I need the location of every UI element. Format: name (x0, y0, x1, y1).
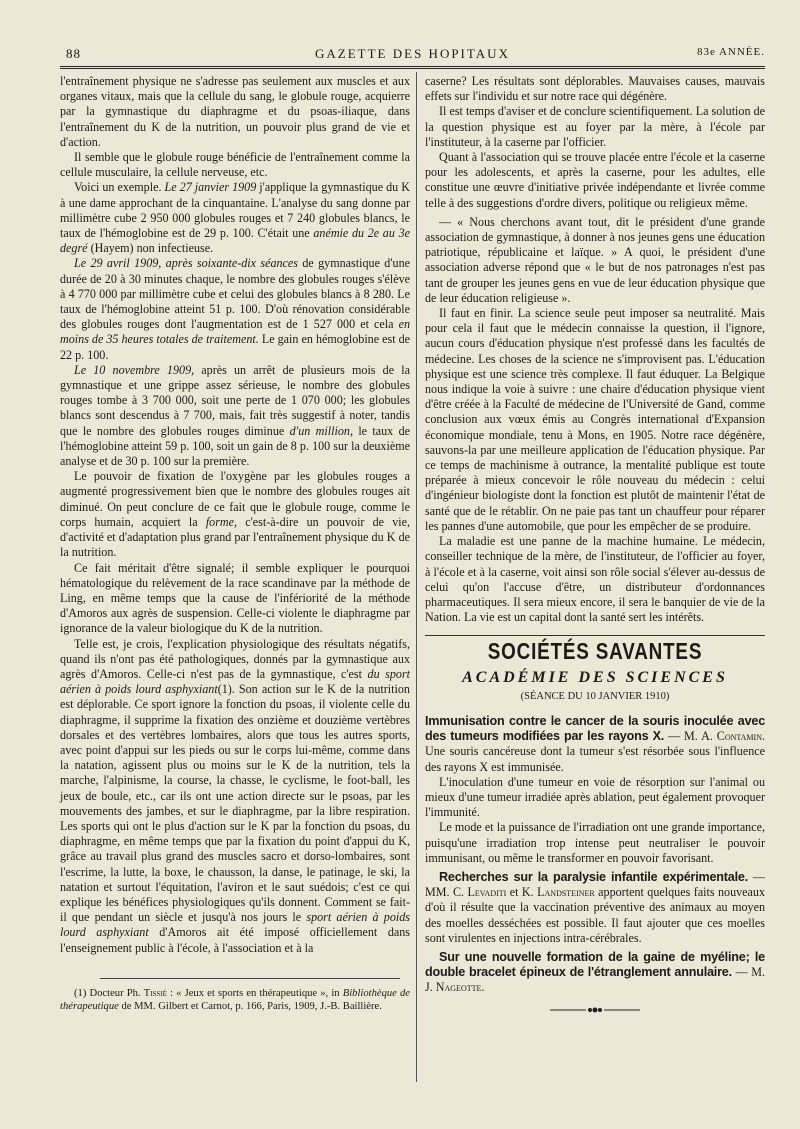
paragraph: caserne? Les résultats sont déplorables. Mauvaises causes, mauvais effets sur l'individu et sur notre race qui dégénère. (425, 74, 765, 104)
section-rule (425, 635, 765, 636)
text-run: (1). Son action sur le K de la nutrition est déplorable. Ce sport ignore la fonction du psoas, il violente celle du diaphragme, il supprime la fixation des onzième et douzième vertèbres dorsales et des vertèbres lombaires, alors que tous les autres sports, avec point d'appui sur les pieds ou sur le corps lui-même, comme dans la natation, agissent plus ou moins sur le K de la nutrition, tels la marche, l'alpinisme, la course, la chasse, le cyclisme, le foot-ball, les jeux de boule, etc., car ils ont une action directe sur le psoas, par les mouvements des jambes, et sur le diaphragme, par la libre respiration. Les sports qui ont le plus d'action sur le K par la fonction du psoas, du diaphragme, en même temps que par la fixation du point d'appui du K, grâce au travail plus grand des muscles sacro et dorso-lombaires, sont l'escrime, la lutte, la boxe, le chausson, la danse, le patinage, le ski, la natation et surtout l'équitation, l'aviron et le saut suédois; c'est ce qui explique les bénéfices physiologiques qu'ils donnent. Comment se fait-il que pendant un siècle et jusqu'à nos jours le (60, 682, 410, 925)
paragraph (60, 180, 410, 256)
text-run: (1) Docteur Ph. (74, 987, 144, 999)
text-run: — M. J. (425, 965, 765, 995)
text-run: (Hayem) non infectieuse. (87, 241, 214, 256)
author-name: Contamin. (716, 729, 765, 744)
section-title: SOCIÉTÉS SAVANTES (487, 638, 703, 665)
left-column (60, 74, 410, 1014)
page-number: 88 (66, 46, 81, 61)
article-heading: Recherches sur la paralysie infantile expérimentale. (439, 869, 749, 884)
ornament-rule-icon (550, 1006, 640, 1014)
paragraph: l'entraînement physique ne s'adresse pas seulement aux muscles et aux organes vitaux, mais que la cellule du sang, le globule rouge, acquierre par la gymnastique du diaphragme et du psoas-iliaque, dans l'entraînement du K de la nutrition, un pouvoir plus grand de vie et d'action. (60, 74, 410, 149)
paragraph: Il faut en finir. La science seule peut imposer sa neutralité. Mais pour cela il faut que le médecin connaisse la question, il l'ignore, aucun cours d'éducation physique n'est professé dans les facultés de médecine. Les choses de la science ne s'improvisent pas. L'éducation physique est une science très complexe. Il faut éduquer. La Belgique nous indique la voie à suivre : une chaire d'éducation physique vient d'être créée à la Faculté de médecine de l'Université de Gand, comme conclusion aux vœux émis au Congrès international d'Expansion économique mondiale, tenu à Mons, en 1905. Notre race dégénère, sauvons-la par une meilleure application de l'éducation physique. Par ce temps de machinisme à outrance, la mentalité publique est toute préparée à mieux concevoir le rôle nouveau du médecin : celui d'ingénieur biologiste dont la fonction est plutôt de maintenir l'état de santé que de le rétablir. On ne paie pas tant un chauffeur pour réparer les pannes d'une automobile, que pour les empêcher de se produire. (425, 306, 765, 533)
text-run: de MM. Gilbert et Carnot, p. 166, Paris, 1909, J.-B. Baillière. (118, 1001, 382, 1013)
author-name: Landsteiner (537, 885, 595, 900)
text-run: apportent quelques faits nouveaux d'où il résulte que la vaccination préventive des animaux au moyen des moelles desséchées est possible. Il faut ajouter que ces moelles sont virulentes en injections intra-cérébrales. (425, 885, 766, 945)
author-name: Tissié (143, 987, 167, 999)
article (425, 870, 765, 946)
text-run: — MM. C. (425, 869, 765, 900)
paragraph (60, 256, 410, 362)
text-run: le taux de l'hémoglobine atteint 59 p. 100, soit un gain de 8 p. 100 sur la deuxième analyse et de 30 p. 100 sur la première. (60, 423, 410, 469)
header-double-rule (60, 66, 765, 69)
emphasis: sport aérien à poids lourd asphyxiant (60, 910, 410, 940)
text-run: Voici un exemple. (74, 180, 165, 195)
right-column (425, 74, 765, 1019)
text-run: Une souris cancéreuse dont la tumeur s'est résorbée sous l'influence des rayons X est immunisée. (425, 744, 765, 774)
emphasis: Le 10 novembre 1909, (74, 362, 195, 377)
emphasis: du sport aérien à poids lourd asphyxiant (60, 666, 411, 697)
paragraph: Ce fait méritait d'être signalé; il semble expliquer le pourquoi hématologique du relèvement de la race scandinave par la méthode de Ling, en même temps que la cause de l'infériorité de la méthode d'Amoros aux agrès de suspension. Celle-ci violente le diaphragme par ignorance de la valeur biologique du K de la nutrition. (60, 560, 410, 636)
text-run: de gymnastique d'une durée de 20 à 30 minutes chaque, le nombre des globules rouges s'élève à 4 770 000 par millimètre cube et celui des globules blancs à 8 280. Le taux de l'hémoglobine atteint 51 p. 100. D'où rénovation considérable des globules rouges dont l'augmentation est de 1 527 000 et cela (60, 256, 410, 332)
text-run: et K. (506, 885, 538, 900)
paragraph (60, 363, 410, 469)
emphasis: anémie du 2e au 3e degré (60, 226, 410, 256)
date-emphasis: Le 27 janvier 1909 (164, 180, 257, 195)
emphasis: d'un million, (289, 423, 353, 438)
emphasis: en moins de 35 heures totales de traitement. (60, 317, 410, 347)
article (425, 950, 765, 996)
article (425, 714, 765, 775)
subsection-title: ACADÉMIE DES SCIENCES (462, 668, 728, 686)
text-run: — M. A. (664, 729, 717, 744)
emphasis: forme, (205, 514, 238, 529)
article-heading: Sur une nouvelle formation de la gaine de myéline; le double bracelet épineux de l'étranglement annulaire. (425, 949, 765, 980)
footnote-rule (100, 978, 400, 979)
article-heading: Immunisation contre le cancer de la souris inoculée avec des tumeurs modifiées par les rayons X. (425, 713, 765, 744)
text-run: Le gain en hémoglobine est de 22 p. 100. (60, 332, 411, 362)
emphasis: Bibliothèque de thérapeutique (60, 987, 411, 1013)
paragraph (60, 469, 410, 560)
paragraph (60, 637, 410, 956)
journal-title: GAZETTE DES HOPITAUX (315, 46, 510, 61)
text-run: c'est-à-dire un pouvoir de vie, d'activité et d'adaptation plus grand par l'entraînement physique du K de la nutrition. (60, 514, 410, 560)
paragraph: La maladie est une panne de la machine humaine. Le médecin, conseiller technique de la mère, de l'instituteur, de l'officier au foyer, à l'école et à la caserne, voit ainsi son rôle social s'élever au-dessus de celui qu'on l'accuse d'être, un distributeur d'ordonnances pharmaceutiques. Il sera mieux encore, il sera le banquier de vie de la Nation. La vie est un capital dont la santé sert les intérêts. (425, 534, 765, 625)
text-run: Telle est, je crois, l'explication physiologique des résultats négatifs, quand ils n'ont pas été pathologiques, donnés par la gymnastique aux agrès d'Amoros. Celle-ci n'est pas de la gymnastique, c'est (60, 636, 410, 681)
author-name: Levaditi (467, 885, 507, 900)
volume-year: 83e ANNÉE. (696, 46, 765, 58)
text-run: j'applique la gymnastique du K à une dame approchant de la cinquantaine. L'analyse du sang donne par millimètre cube 2 950 000 globules rouges et 7 240 globules blancs, le taux de l'hémoglobine est de 29 p. 100. C'était une (60, 180, 410, 241)
paragraph: — « Nous cherchons avant tout, dit le président d'une grande association de gymnastique, à donner à nos jeunes gens une éducation patriotique, républicaine et laïque. » A quoi, le président d'une association adverse répond que « le but de nos patronages n'est pas tant de grouper les jeunes gens en vue de leur éducation physique que de leur éducation religieuse ». (425, 214, 765, 305)
end-ornament (425, 1004, 765, 1019)
text-run: d'Amoros ait été imposé officiellement dans l'enseignement public à l'école, à l'association et à la (60, 925, 410, 955)
text-run: : « Jeux et sports en thérapeutique », in (166, 987, 343, 999)
paragraph: Il semble que le globule rouge bénéficie de l'entraînement comme la cellule musculaire, la cellule nerveuse, etc. (60, 150, 410, 180)
emphasis: Le 29 avril 1909, après soixante-dix séances (74, 256, 298, 271)
running-header (60, 44, 765, 64)
paragraph: Quant à l'association qui se trouve placée entre l'école et la caserne pour les adolescents, et après la caserne, pour les adultes, elle constitue une œuvre d'initiative privée indépendante et livrée comme telle à des suggestions d'ordre divers, politique ou religieux même. (425, 150, 765, 210)
text-run: Le pouvoir de fixation de l'oxygène par les globules rouges a augmenté progressivement bien que le nombre des globules rouges ait diminué. On peut conclure de ce fait que le globule rouge, comme le corps humain, acquiert la (60, 469, 410, 529)
column-divider (416, 72, 417, 1082)
seance-date: (SÉANCE DU 10 JANVIER 1910) (520, 690, 670, 702)
text-run: après un arrêt de plusieurs mois de la gymnastique et une grippe assez sérieuse, le nombre des globules rouges tombe à 3 700 000, soit une perte de 1 070 000; les globules blancs sont descendus à 7 700, mais, fait très suggestif à noter, tandis que le nombre des globules rouges diminue (60, 362, 410, 438)
paragraph: Le mode et la puissance de l'irradiation ont une grande importance, puisqu'une irradiation trop intense peut neutraliser le pouvoir immunisant, ou même le transformer en pouvoir favorisant. (425, 820, 765, 865)
author-name: Nageotte. (435, 980, 485, 995)
footnote (60, 987, 410, 1014)
paragraph: Il est temps d'aviser et de conclure scientifiquement. La solution de la question physique est au foyer par la mère, à l'école par l'instituteur, à la caserne par l'officier. (425, 104, 765, 149)
paragraph: L'inoculation d'une tumeur en voie de résorption sur l'animal ou mieux d'une tumeur irradiée après ablation, peut également provoquer l'immunité. (425, 774, 765, 820)
